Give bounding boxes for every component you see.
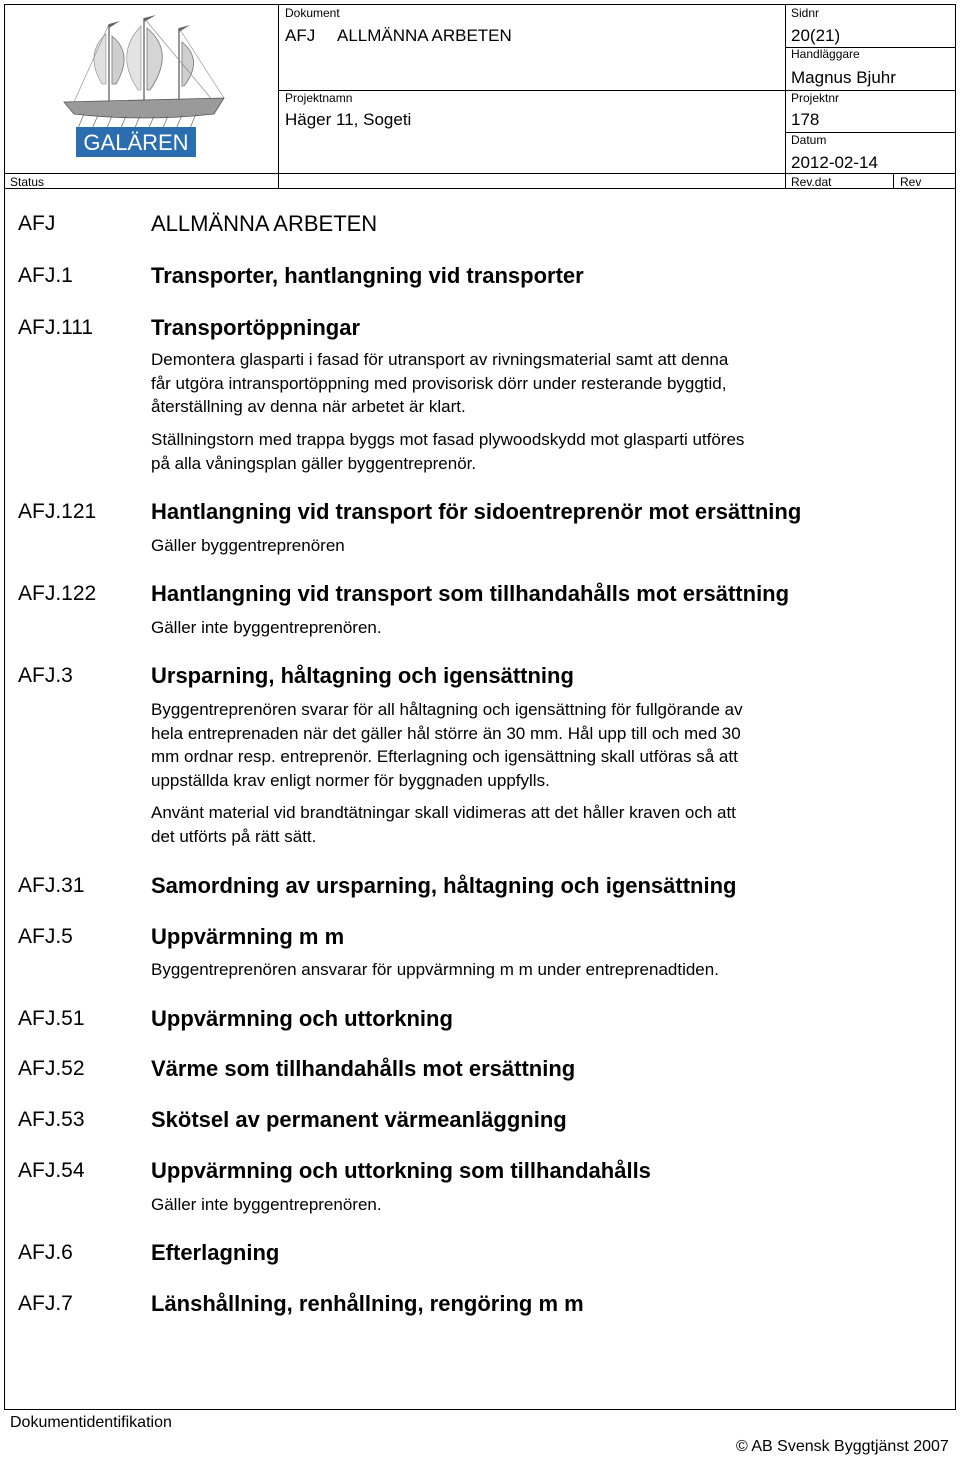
section-code-afj-53: AFJ.53 [18,1108,85,1131]
logo-divider [278,4,279,189]
section-title-afj-51: Uppvärmning och uttorkning [151,1006,453,1031]
section-title-afj-7: Länshållning, renhållning, rengöring m m [151,1291,584,1316]
text-line: Demontera glasparti i fasad för utransport av rivningsmaterial samt att denna [151,350,729,369]
paragraph-afj-3-2 [151,801,891,848]
projektnamn-label: Projektnamn [285,91,353,105]
section-title-afj-53: Skötsel av permanent värmeanläggning [151,1107,567,1132]
galleon-ship-icon [54,14,234,164]
text-line: hela entreprenaden när det gäller hål större än 30 mm. Hål upp till och med 30 [151,723,741,743]
section-title-afj-54: Uppvärmning och uttorkning som tillhandahålls [151,1158,651,1183]
text-line: Gäller byggentreprenören [151,536,345,555]
projektnamn-value: Häger 11, Sogeti [285,110,412,129]
header-top-border [4,4,956,5]
section-title-afj: ALLMÄNNA ARBETEN [151,211,378,236]
projektnr-label: Projektnr [791,91,840,105]
rev-divider [893,174,894,189]
section-code-afj-122: AFJ.122 [18,582,97,605]
header-left-border [4,4,5,189]
section-title-afj-111: Transportöppningar [151,315,360,340]
dokument-label: Dokument [285,6,340,20]
paragraph-afj-5 [151,958,891,982]
text-line: Använt material vid brandtätningar skall vidimeras att det håller kraven och att [151,803,736,822]
section-title-afj-121: Hantlangning vid transport för sidoentreprenör mot ersättning [151,499,802,524]
section-code-afj: AFJ [18,212,56,235]
paragraph-afj-54 [151,1193,891,1217]
handlaggare-value: Magnus Bjuhr [791,68,896,87]
text-line: återställning av denna när arbetet är klart. [151,397,466,416]
paragraph-afj-111-1 [151,348,891,419]
projektnr-value: 178 [791,110,820,129]
text-line: Gäller inte byggentreprenören. [151,618,382,637]
section-code-afj-1: AFJ.1 [18,264,73,287]
section-code-afj-54: AFJ.54 [18,1159,85,1182]
section-code-afj-111: AFJ.111 [18,316,94,339]
dokument-code: AFJ [285,26,316,45]
paragraph-afj-111-2 [151,428,891,475]
section-code-afj-52: AFJ.52 [18,1057,85,1080]
text-line: Ställningstorn med trappa byggs mot fasad plywoodskydd mot glasparti utföres [151,430,745,449]
section-code-afj-7: AFJ.7 [18,1292,73,1315]
document-header [4,4,956,189]
paragraph-afj-122 [151,616,891,640]
section-code-afj-6: AFJ.6 [18,1241,73,1264]
row-divider-1 [278,90,955,91]
dokument-title: ALLMÄNNA ARBETEN [337,26,512,45]
logo-text: GALÄREN [83,130,189,155]
section-code-afj-3: AFJ.3 [18,664,73,687]
sidnr-value: 20(21) [791,26,841,45]
galaren-logo [54,14,234,164]
text-line: Byggentreprenören svarar för all håltagning och igensättning för fullgörande av [151,700,743,719]
datum-value: 2012-02-14 [791,153,878,172]
text-line: Gäller inte byggentreprenören. [151,1195,382,1214]
text-line: på alla våningsplan gäller byggentreprenör. [151,453,477,473]
rev-label: Rev [900,175,922,189]
section-title-afj-5: Uppvärmning m m [151,924,345,949]
section-title-afj-3: Ursparning, håltagning och igensättning [151,663,574,688]
text-line: uppställda krav enligt normer för byggnaden uppfylls. [151,770,550,790]
right-column-divider [785,4,786,189]
page-frame-bottom [4,1409,956,1410]
section-title-afj-52: Värme som tillhandahålls mot ersättning [151,1056,576,1081]
revdat-label: Rev.dat [791,175,832,189]
paragraph-afj-3-1 [151,698,891,792]
section-title-afj-6: Efterlagning [151,1240,280,1265]
section-code-afj-31: AFJ.31 [18,874,85,897]
text-line: Byggentreprenören ansvarar för uppvärmning m m under entreprenadtiden. [151,960,719,979]
document-identification-label: Dokumentidentifikation [10,1414,172,1431]
header-right-border [955,4,956,189]
copyright-notice: © AB Svensk Byggtjänst 2007 [736,1438,949,1455]
text-line: det utförts på rätt sätt. [151,826,317,846]
section-title-afj-1: Transporter, hantlangning vid transporter [151,263,584,288]
section-title-afj-31: Samordning av ursparning, håltagning och igensättning [151,873,737,898]
section-code-afj-51: AFJ.51 [18,1007,85,1030]
page-frame-right [955,188,956,1410]
status-row-border [4,173,956,174]
status-label: Status [10,175,45,189]
section-code-afj-121: AFJ.121 [18,500,97,523]
section-code-afj-5: AFJ.5 [18,925,73,948]
sidnr-label: Sidnr [791,6,820,20]
text-line: får utgöra intransportöppning med provisorisk dörr under resterande byggtid, [151,373,727,393]
section-title-afj-122: Hantlangning vid transport som tillhandahålls mot ersättning [151,581,790,606]
text-line: mm ordnar resp. entreprenör. Efterlagning och igensättning skall utföras så att [151,747,738,766]
datum-label: Datum [791,133,827,147]
handlaggare-label: Handläggare [791,47,860,61]
paragraph-afj-121 [151,534,891,558]
page-frame-left [4,188,5,1410]
